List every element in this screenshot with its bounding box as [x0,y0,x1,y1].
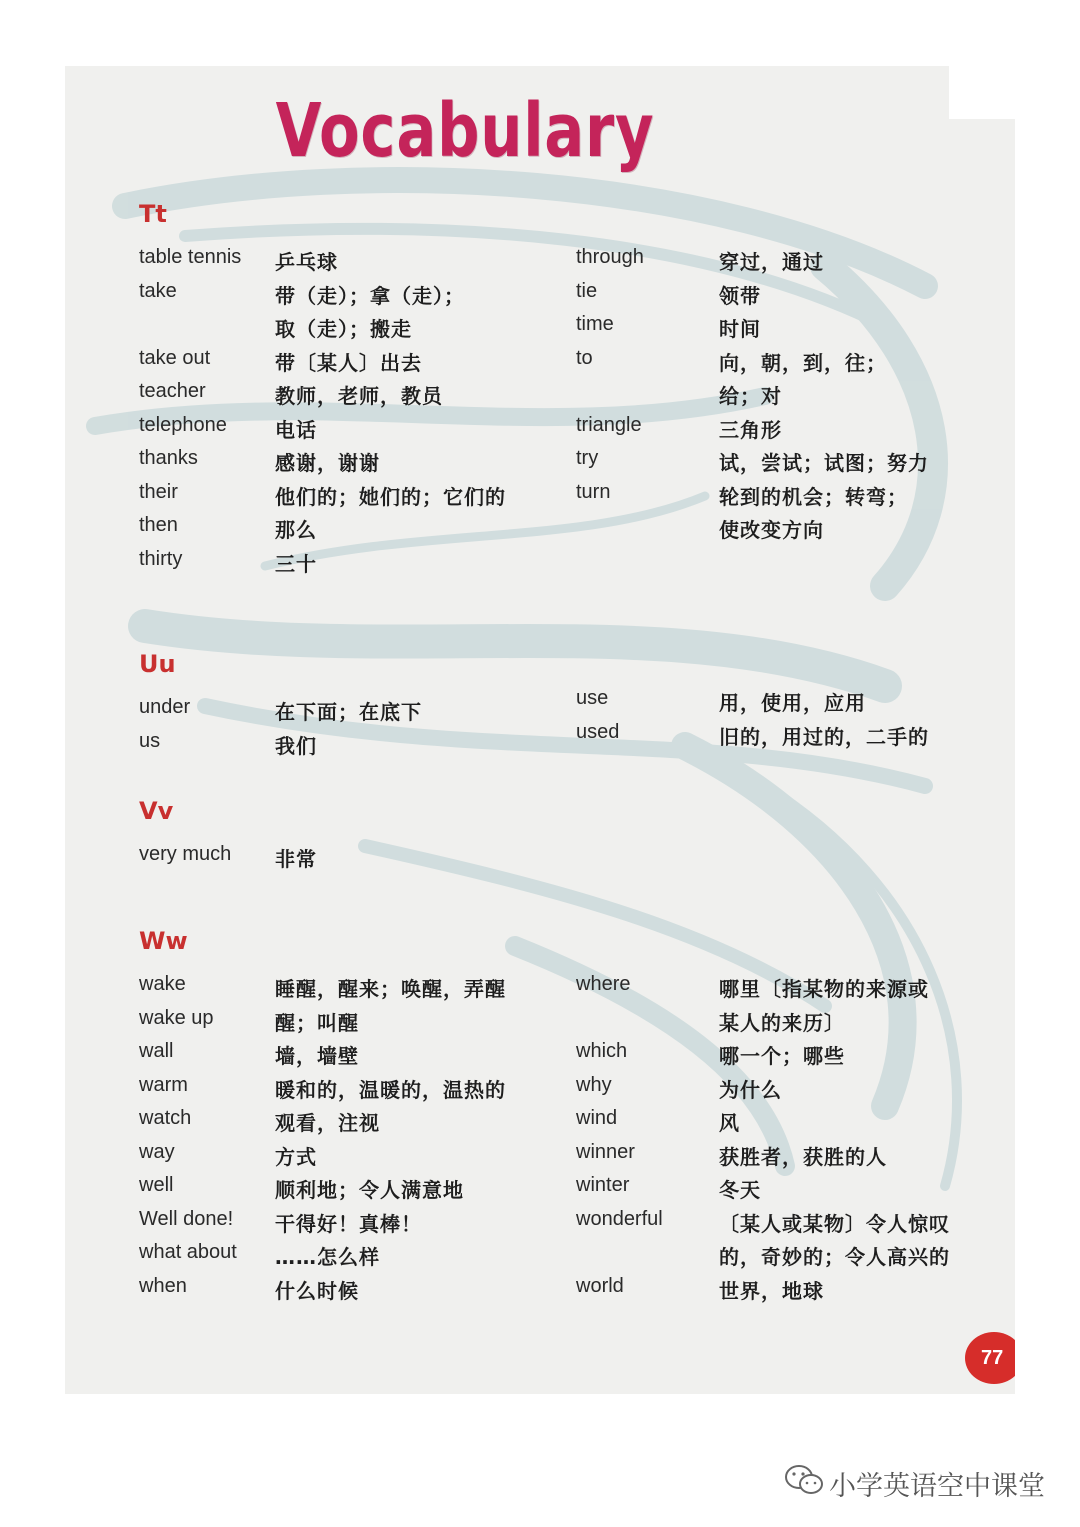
vocab-word: time [576,313,614,335]
vocab-word: their [139,480,178,503]
vocab-word: wake [139,973,186,995]
vocab-word: watch [139,1107,192,1129]
heading-w: Ww [139,927,188,955]
vocab-word: thanks [139,447,198,469]
vocab-translation: 领带 [719,283,761,308]
vocab-word: well [139,1174,174,1196]
vocab-word: through [576,246,644,268]
vocab-word: winter [576,1174,630,1196]
vocab-word: take out [139,346,211,369]
vocab-word: wall [139,1040,174,1062]
vocab-word: triangle [576,413,642,436]
vocab-translation: ……怎么样 [275,1245,380,1269]
vocab-word: us [139,729,161,752]
vocab-word: use [576,687,609,709]
vocab-word: when [139,1274,187,1297]
vocab-translation: 冬天 [719,1178,761,1202]
vocab-translation: 向，朝，到，往； [719,350,887,375]
vocab-word: table tennis [139,246,242,268]
vocab-word: what about [139,1241,237,1263]
vocab-translation: 三角形 [719,417,782,442]
vocab-translation: 给；对 [719,384,782,408]
vocab-translation: 非常 [275,847,317,871]
vocab-word: teacher [139,380,206,402]
textbook-page [65,66,1015,1394]
vocab-translation: 取（走）；搬走 [275,317,412,341]
vocab-word: telephone [139,413,227,436]
vocab-translation: 那么 [275,518,317,542]
vocab-word: Well done! [139,1207,234,1230]
vocab-word: used [576,720,620,743]
vocab-translation: 时间 [719,317,761,341]
vocab-word: wonderful [576,1207,663,1230]
vocab-word: to [576,346,593,369]
vocab-translation: 哪一个；哪些 [719,1044,845,1068]
vocab-translation: 他们的；她们的；它们的 [275,484,506,509]
heading-u: Uu [139,650,176,678]
heading-t: Tt [139,200,167,228]
vocab-translation: 乒乓球 [275,250,338,274]
vocab-word: very much [139,843,232,865]
vocab-translation: 带（走）；拿（走）； [275,283,465,308]
vocab-translation: 穿过，通过 [719,250,824,274]
vocab-translation: 世界，地球 [719,1278,824,1303]
vocab-translation: 三十 [275,551,317,576]
wechat-icon [783,1462,827,1498]
vocab-translation: 为什么 [719,1077,782,1102]
vocab-translation: 睡醒，醒来；唤醒，弄醒 [275,977,506,1001]
vocab-word: winner [576,1140,635,1163]
vocab-translation: 在下面；在底下 [275,700,422,724]
vocab-translation: 用，使用，应用 [719,691,866,715]
vocab-translation: 的，奇妙的；令人高兴的 [719,1245,950,1269]
vocab-translation: 轮到的机会；转弯； [719,484,908,509]
vocab-word: under [139,696,191,718]
vocab-word: tie [576,279,598,302]
page-corner [949,66,1015,119]
page-title: Vocabulary [275,88,655,174]
vocab-word: way [139,1140,175,1163]
vocab-word: where [576,973,631,995]
vocab-word: warm [139,1073,188,1096]
vocab-word: thirty [139,547,183,570]
vocab-translation: 我们 [275,733,317,758]
vocab-word: why [576,1073,612,1096]
vocab-translation: 某人的来历〕 [719,1010,845,1035]
vocab-translation: 电话 [275,417,317,442]
vocab-word: wind [576,1107,618,1129]
vocab-translation: 哪里〔指某物的来源或 [719,977,929,1001]
vocab-word: then [139,514,178,536]
vocab-translation: 什么时候 [275,1278,359,1303]
vocab-translation: 干得好！真棒！ [275,1211,422,1236]
vocab-word: take [139,279,177,302]
heading-v: Vv [139,797,174,825]
vocab-word: which [576,1040,628,1062]
vocab-word: world [576,1274,624,1297]
vocab-word: try [576,447,599,469]
vocab-translation: 获胜者，获胜的人 [719,1144,887,1169]
vocab-word: turn [576,480,611,503]
vocab-translation: 旧的，用过的，二手的 [719,724,929,749]
vocab-word: wake up [139,1006,214,1029]
vocab-translation: 〔某人或某物〕令人惊叹 [719,1211,950,1236]
vocab-translation: 使改变方向 [719,518,824,542]
vocab-translation: 教师，老师，教员 [275,384,443,408]
vocab-translation: 醒；叫醒 [275,1010,359,1035]
vocab-translation: 试，尝试；试图；努力 [719,451,929,475]
vocab-translation: 观看，注视 [275,1111,380,1135]
vocab-translation: 暖和的，温暖的，温热的 [275,1077,506,1102]
vocab-translation: 带〔某人〕出去 [275,350,422,375]
watermark-text: 小学英语空中课堂 [829,1471,1045,1502]
vocab-translation: 方式 [275,1144,317,1169]
page-number-badge: 77 [965,1332,1015,1384]
vocab-translation: 墙，墙壁 [275,1044,359,1068]
vocab-translation: 风 [719,1111,740,1135]
vocab-translation: 顺利地；令人满意地 [275,1178,464,1202]
vocab-translation: 感谢，谢谢 [275,451,380,475]
